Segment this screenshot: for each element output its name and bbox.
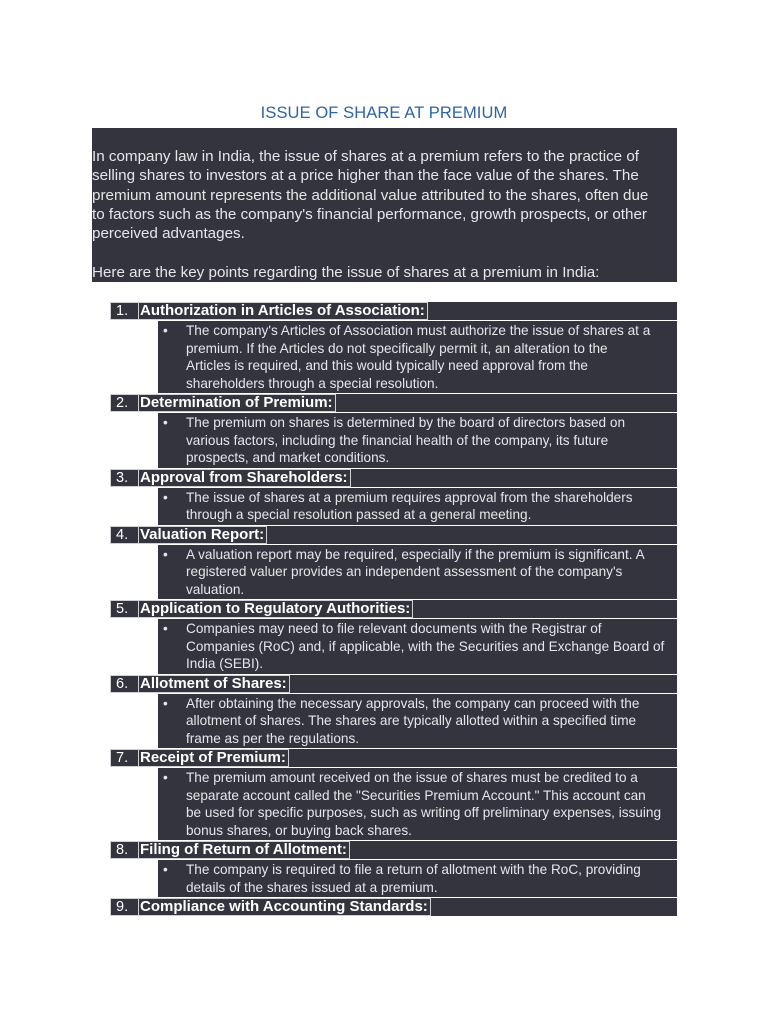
paragraph-spacer [92,243,677,262]
point-heading-row [110,600,677,618]
bullet-icon: • [163,695,168,711]
point-number: 2. [110,394,139,412]
point-heading-row [110,675,677,693]
detail-text-line: The company is required to file a return of allotment with the RoC, providing [186,862,641,877]
point-number: 3. [110,469,139,487]
detail-text-line: allotment of shares. The shares are typically allotted within a specified time [186,713,637,728]
point-number: 7. [110,749,139,767]
point-item [110,600,677,674]
detail-text-line: through a special resolution passed at a general meeting. [186,507,532,522]
intro-text-line: In company law in India, the issue of shares at a premium refers to the practice of [92,148,640,165]
detail-text-line: valuation. [186,581,245,597]
point-item [110,898,677,916]
detail-text-line: India (SEBI). [186,656,264,671]
point-heading-row [110,302,677,320]
bullet-icon: • [163,546,168,562]
point-detail [158,545,677,600]
detail-text-line: registered valuer provides an independent assessment of the company's [186,564,623,579]
detail-text-line: premium. If the Articles do not specifically permit it, an alteration to the [186,340,608,356]
point-detail [158,694,677,749]
point-heading: Receipt of Premium: [139,749,289,767]
point-item [110,394,677,468]
detail-text-line: The company's Articles of Association must authorize the issue of shares at a [186,323,651,338]
point-heading: Valuation Report: [139,526,267,544]
point-item [110,841,677,897]
point-heading: Authorization in Articles of Association: [139,302,428,320]
point-heading-row [110,749,677,767]
detail-text-line: prospects, and market conditions. [186,450,390,465]
detail-text-line: various factors, including the financial health of the company, its future [186,432,609,448]
point-heading: Compliance with Accounting Standards: [139,898,431,916]
point-detail [158,488,677,525]
point-heading: Filing of Return of Allotment: [139,841,350,859]
point-number: 9. [110,898,139,916]
bullet-icon: • [163,323,168,338]
point-number: 4. [110,526,139,544]
page-title: ISSUE OF SHARE AT PREMIUM [260,104,508,122]
intro-text-line: perceived advantages. [92,225,245,242]
intro-text-line: to factors such as the company's financial performance, growth prospects, or other [92,205,647,223]
point-item [110,469,677,525]
intro-block [92,128,677,282]
point-detail [158,860,677,897]
point-heading-row [110,394,677,412]
detail-text-line: frame as per the regulations. [186,730,360,746]
point-heading-row [110,469,677,487]
detail-text-line: shareholders through a special resolution. [186,375,439,391]
intro-text-line: premium amount represents the additional value attributed to the shares, often due [92,186,649,204]
point-heading: Allotment of Shares: [139,675,290,693]
point-heading: Determination of Premium: [139,394,336,412]
detail-text-line: bonus shares, or buying back shares. [186,822,412,838]
point-heading-row [110,841,677,859]
point-item [110,675,677,749]
detail-text-line: Articles is required, and this would typically need approval from the [186,358,588,373]
detail-text-line: The issue of shares at a premium requires approval from the shareholders [186,489,633,505]
detail-text-line: The premium on shares is determined by the board of directors based on [186,415,626,430]
point-heading-row [110,898,677,916]
detail-text-line: Companies may need to file relevant documents with the Registrar of [186,621,602,636]
detail-text-line: The premium amount received on the issue of shares must be credited to a [186,770,638,785]
point-number: 8. [110,841,139,859]
point-item [110,526,677,600]
detail-text-line: separate account called the "Securities Premium Account." This account can [186,787,646,803]
detail-text-line: Companies (RoC) and, if applicable, with the Securities and Exchange Board of [186,638,665,654]
point-item [110,749,677,840]
key-points-list [110,302,677,917]
bullet-icon: • [163,862,168,877]
detail-text-line: A valuation report may be required, especially if the premium is significant. A [186,546,645,562]
detail-text-line: be used for specific purposes, such as writing off preliminary expenses, issuing [186,805,662,820]
bullet-icon: • [163,489,168,505]
point-detail [158,768,677,840]
point-detail [158,413,677,468]
point-number: 1. [110,302,139,320]
detail-text-line: After obtaining the necessary approvals, the company can proceed with the [186,695,640,711]
point-detail [158,321,677,393]
point-number: 5. [110,600,139,618]
point-item [110,302,677,393]
bullet-icon: • [163,770,168,785]
bullet-icon: • [163,621,168,636]
point-heading-row [110,526,677,544]
point-heading: Approval from Shareholders: [139,469,351,487]
point-number: 6. [110,675,139,693]
detail-text-line: details of the shares issued at a premium. [186,879,438,895]
bullet-icon: • [163,415,168,430]
intro-text-line: selling shares to investors at a price higher than the face value of the shares. The [92,167,639,185]
point-heading: Application to Regulatory Authorities: [139,600,413,618]
point-detail [158,619,677,674]
intro-lead-in: Here are the key points regarding the issue of shares at a premium in India: [92,263,600,281]
